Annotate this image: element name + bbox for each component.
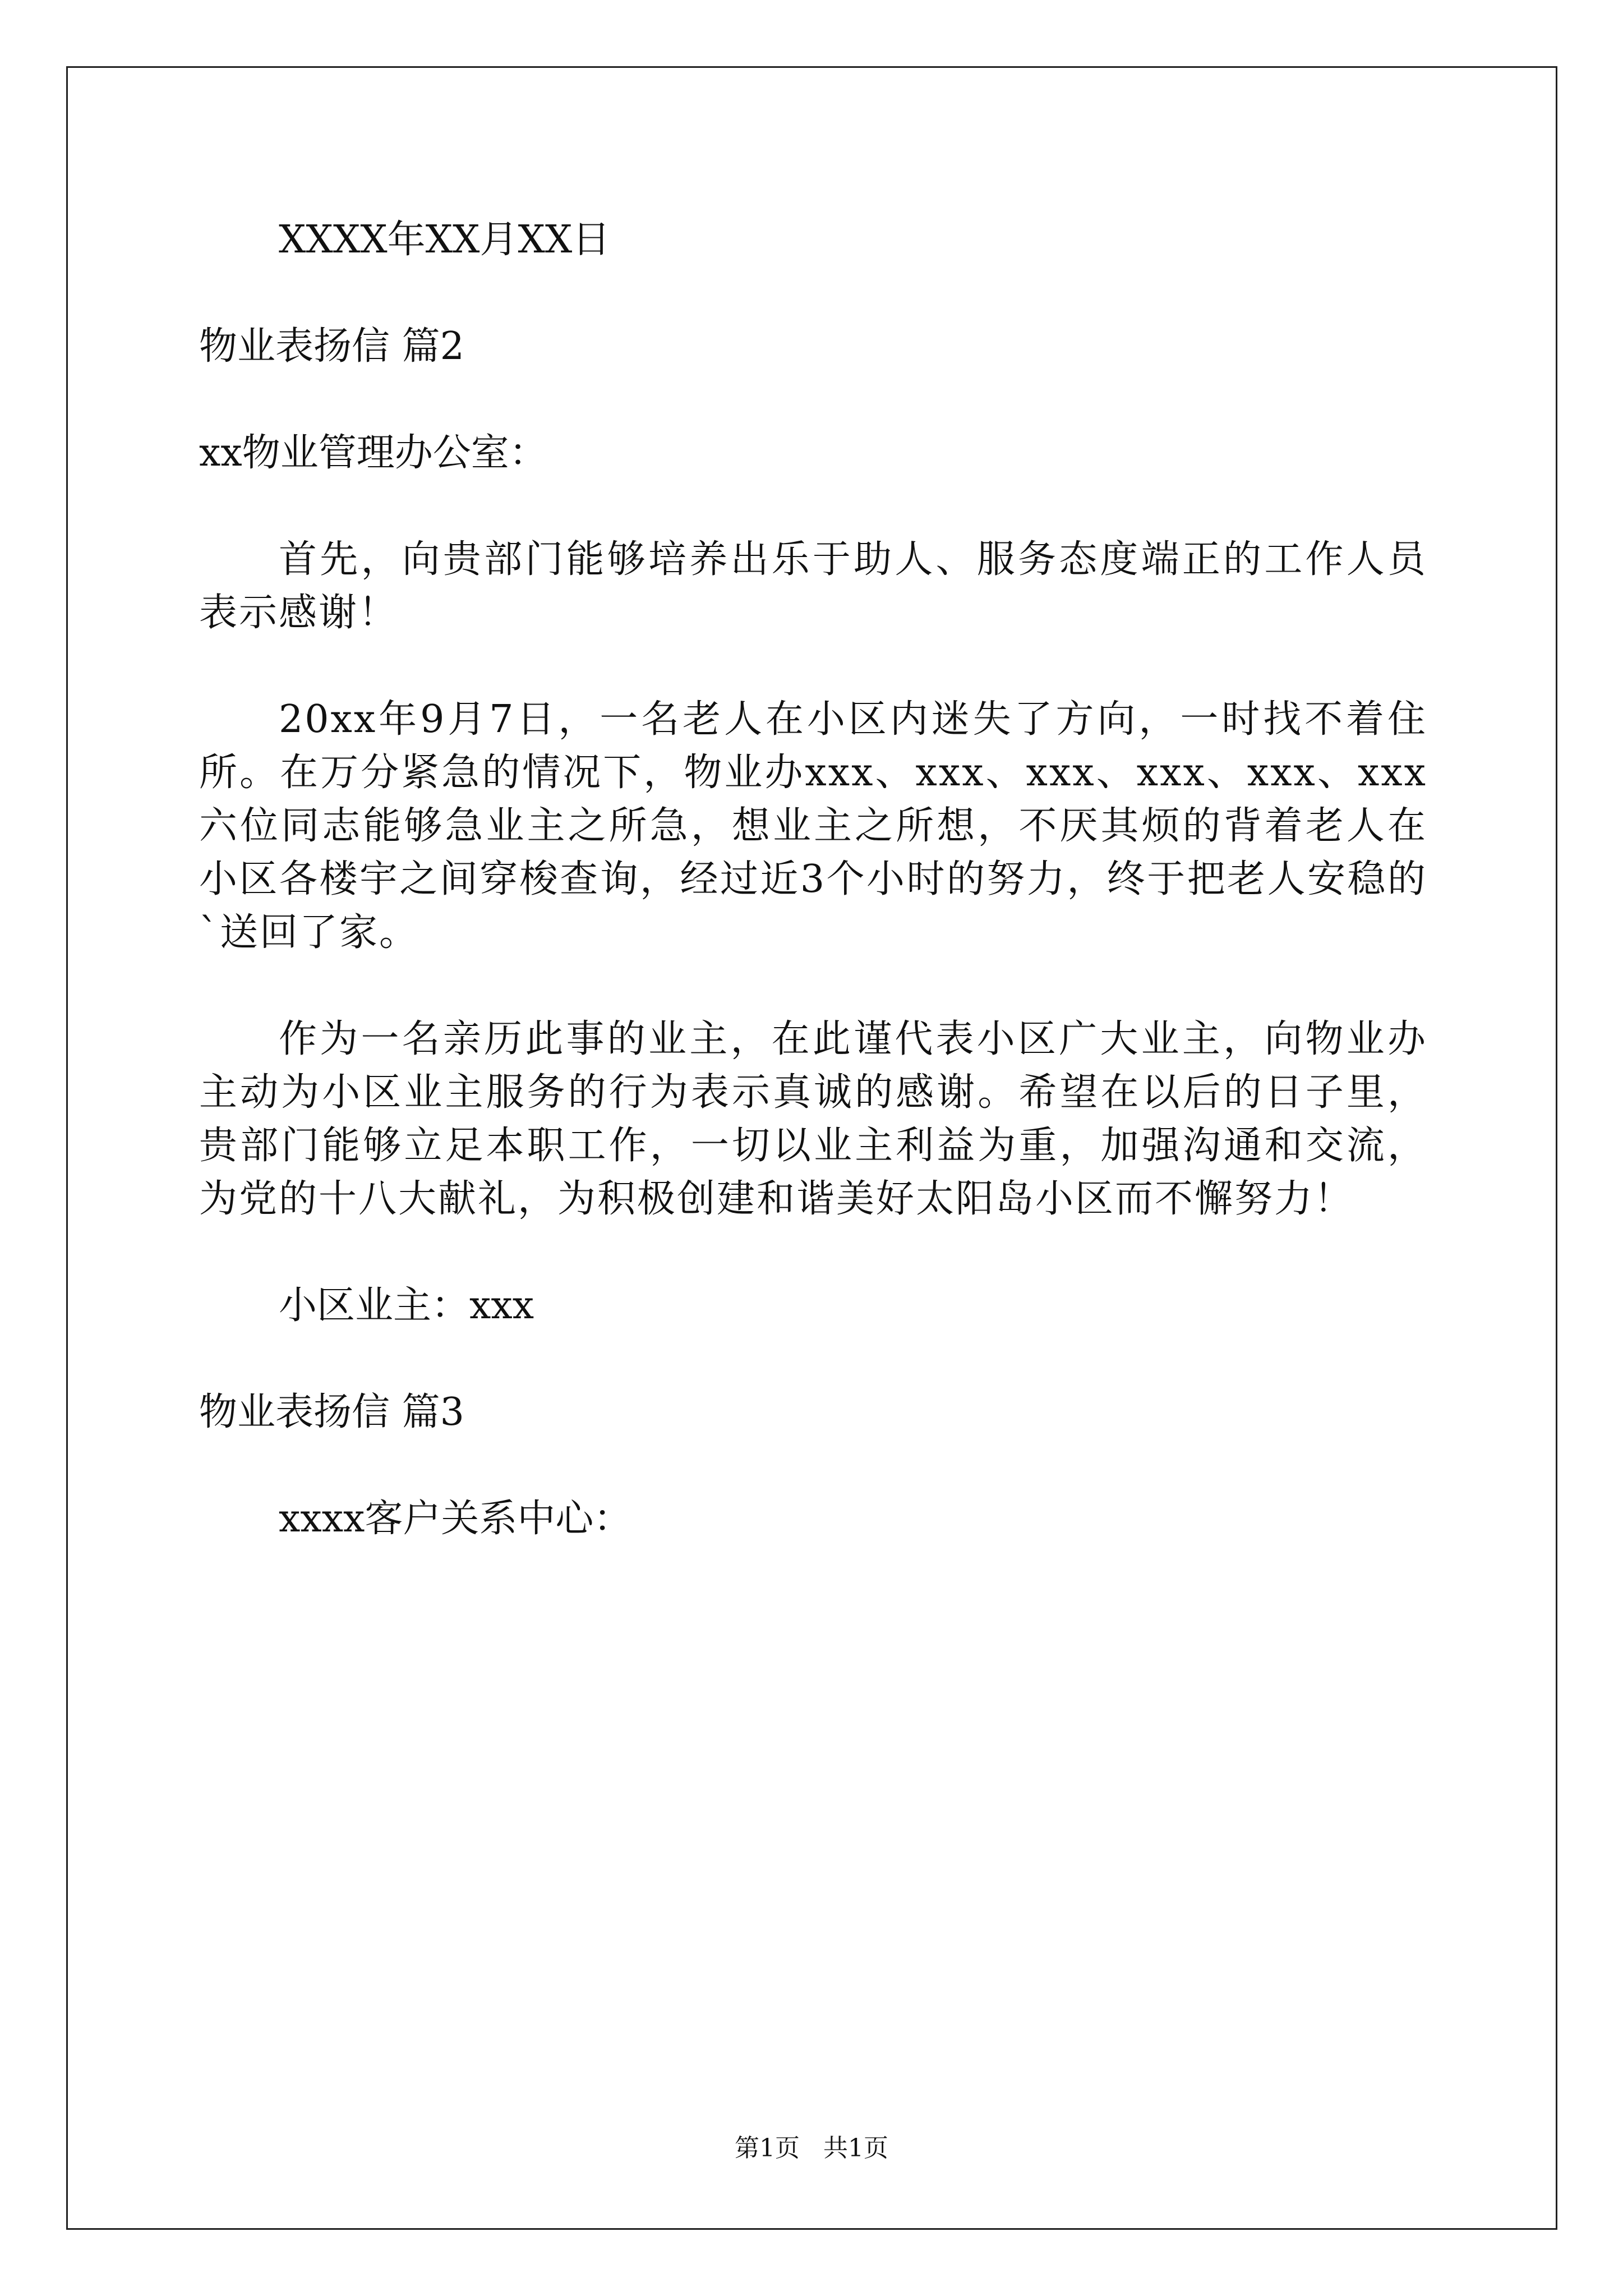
page-footer: 第1页 共1页: [735, 2134, 888, 2162]
paragraph-gratitude: 作为一名亲历此事的业主，在此谨代表小区广大业主，向物业办主动为小区业主服务的行为表示真诚的感谢。希望在以后的日子里，贵部门能够立足本职工作，一切以业主利益为重，加强沟通和交流，为党的十八大献礼，为积极创建和谐美好太阳岛小区而不懈努力！: [199, 1017, 1427, 1221]
document-body: [199, 213, 1427, 1599]
letter-heading-3: 物业表扬信 篇3: [199, 1390, 464, 1434]
recipient-2: xx物业管理办公室：: [199, 431, 547, 475]
letter-heading-2: 物业表扬信 篇2: [199, 324, 464, 369]
signature-2: 小区业主：xxx: [279, 1283, 534, 1328]
paragraph-event: 20xx年9月7日，一名老人在小区内迷失了方向，一时找不着住所。在万分紧急的情况下，物业办xxx、xxx、xxx、xxx、xxx、xxx六位同志能够急业主之所急，想业主之所想，不厌其烦的背着老人在小区各楼宇之间穿梭查询，经过近3个小时的努力，终于把老人安稳的`送回了家。: [199, 697, 1427, 955]
date-line: XXXX年XX月XX日: [279, 218, 611, 262]
recipient-3: xxxx客户关系中心：: [279, 1497, 632, 1541]
paragraph-thanks: 首先，向贵部门能够培养出乐于助人、服务态度端正的工作人员表示感谢！: [199, 537, 1427, 635]
